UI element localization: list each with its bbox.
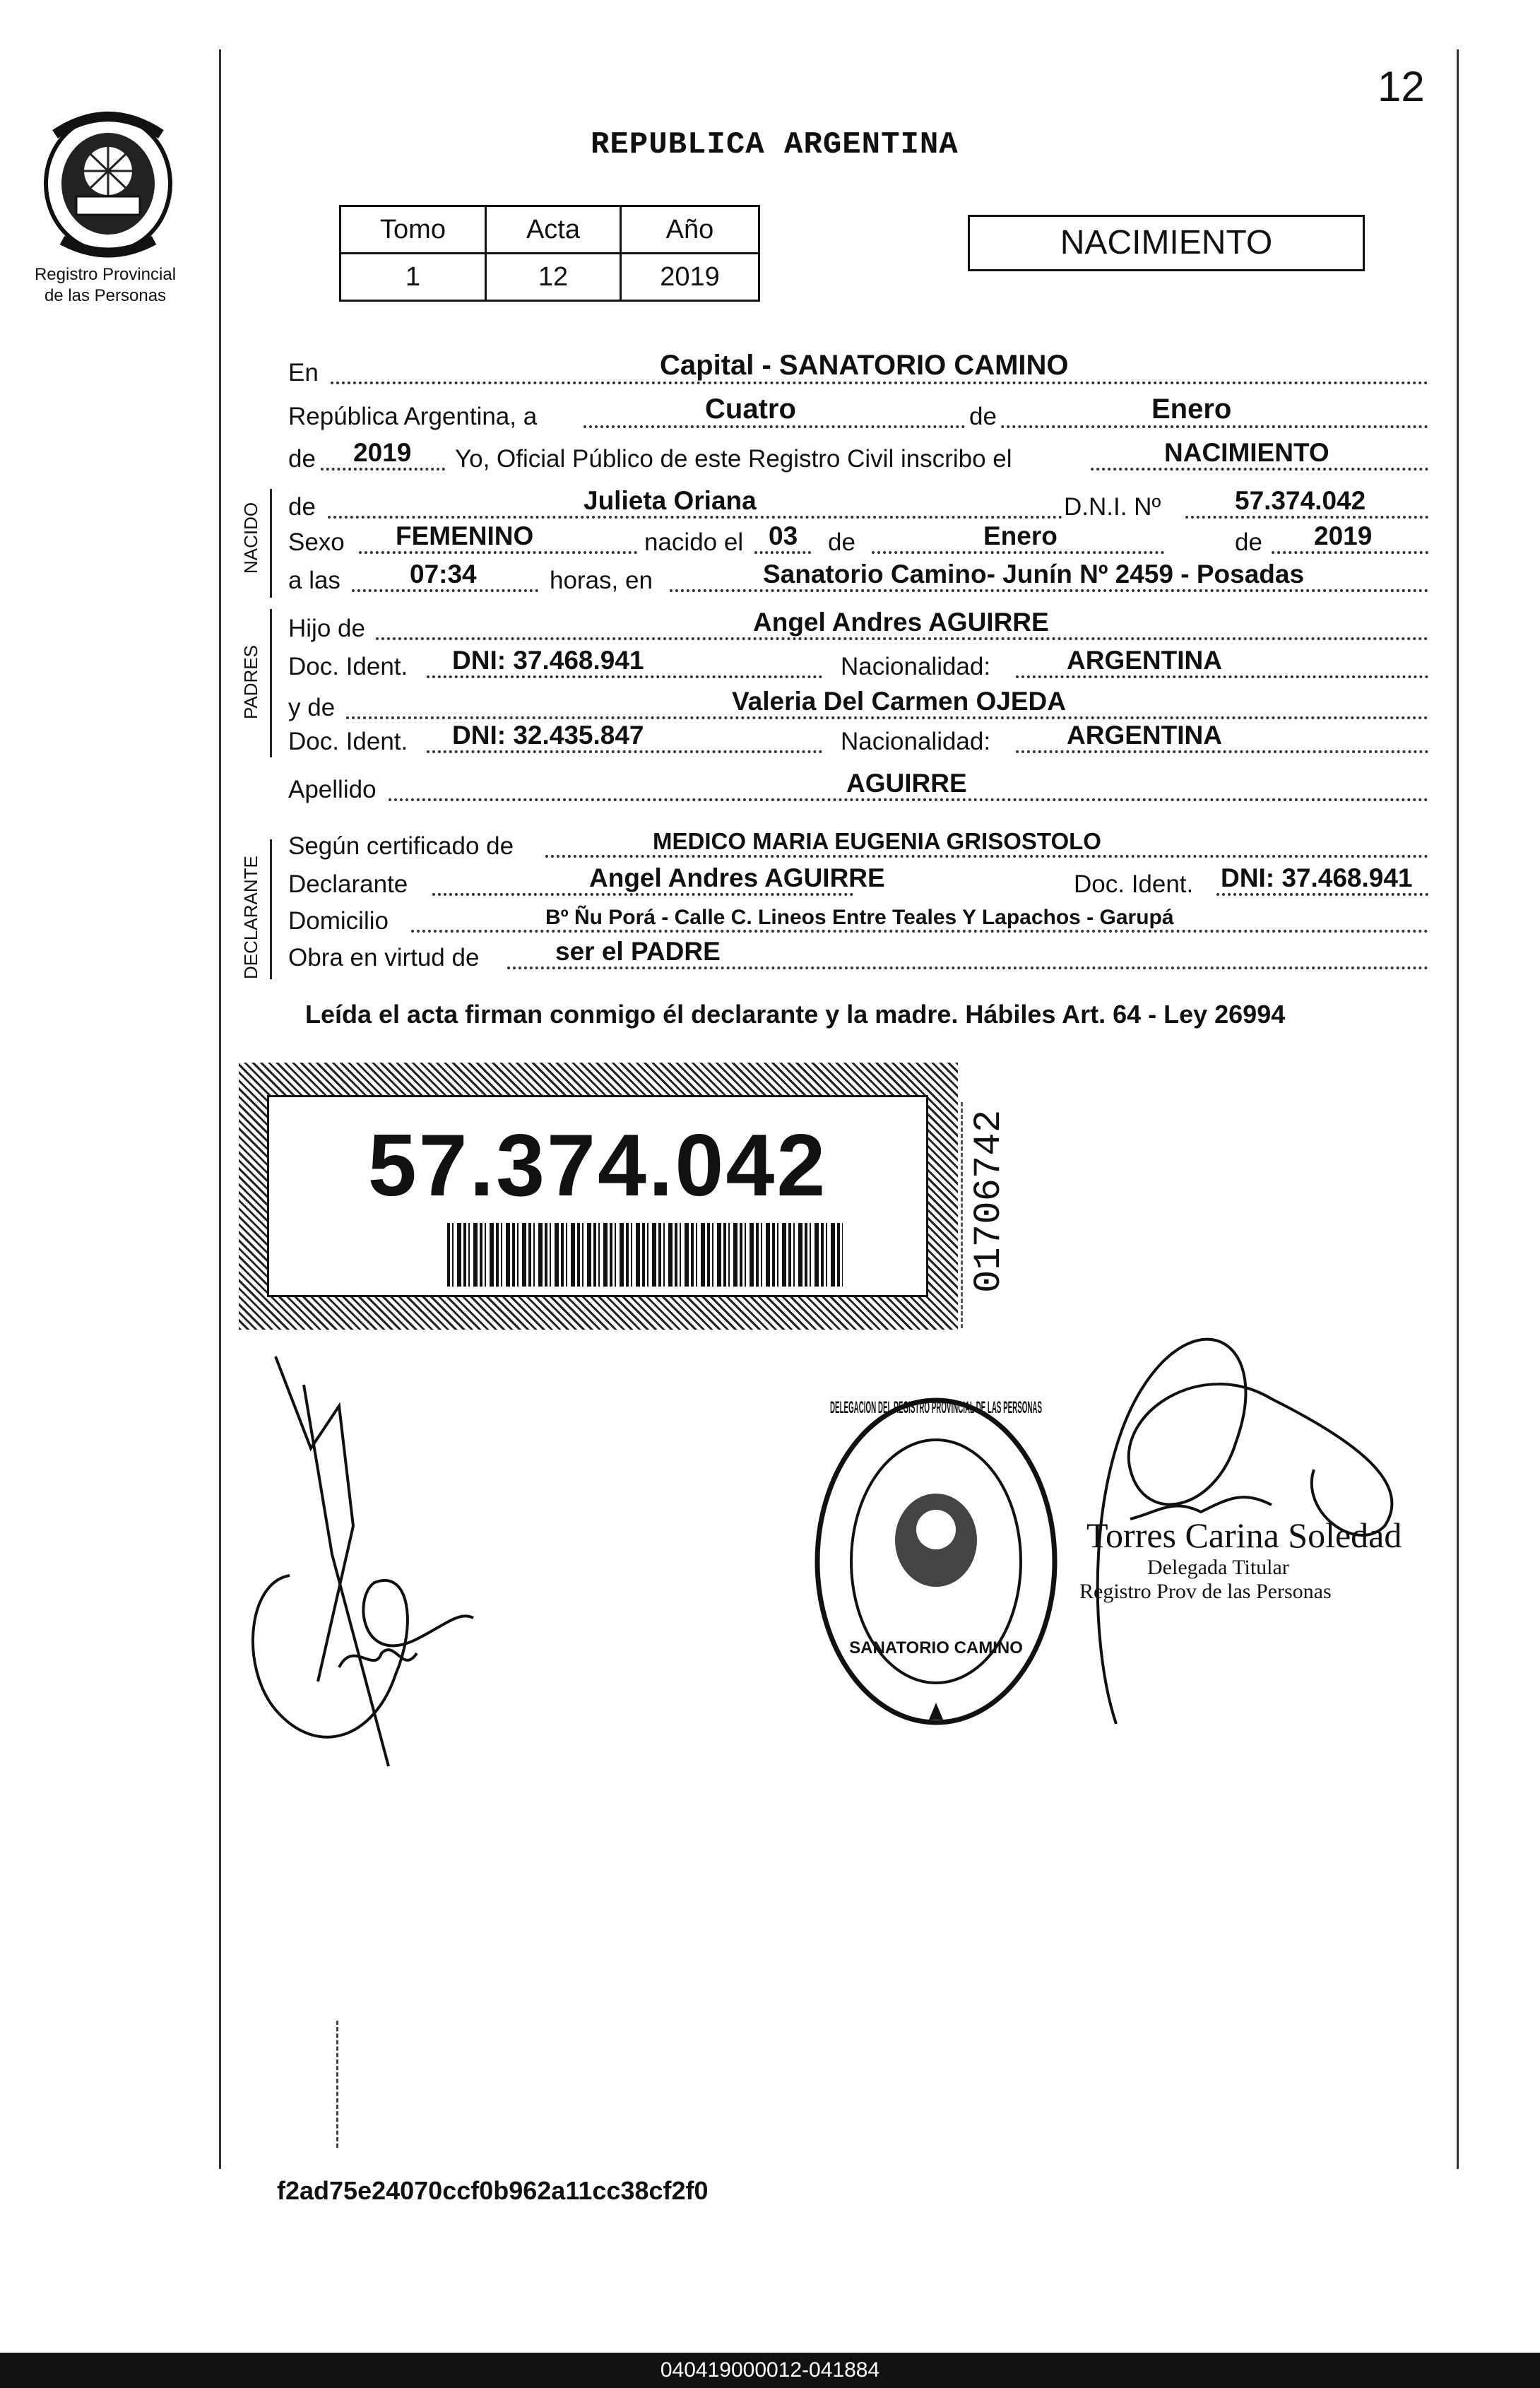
dotted-line xyxy=(1091,468,1428,471)
left-margin-line xyxy=(219,49,221,2169)
document-title: REPUBLICA ARGENTINA xyxy=(591,127,959,162)
dotted-line xyxy=(1016,675,1428,678)
sexo-value: FEMENINO xyxy=(396,521,534,550)
logo-caption: Registro Provincial de las Personas xyxy=(34,265,177,305)
row-en: En Capital - SANATORIO CAMINO xyxy=(288,346,1428,391)
declarante-doc-value: DNI: 37.468.941 xyxy=(1221,863,1413,892)
nacido-label: NACIDO xyxy=(240,502,261,574)
acta-value: 12 xyxy=(486,254,621,301)
padres-label: PADRES xyxy=(240,645,261,719)
domicilio-value: Bº Ñu Porá - Calle C. Lineos Entre Teales Y Lapachos - Garupá xyxy=(545,906,1174,929)
section-bracket xyxy=(270,489,272,598)
row-padre: Hijo de Angel Andres AGUIRRE xyxy=(288,602,1428,647)
dotted-line xyxy=(352,589,538,592)
row-republica: República Argentina, a Cuatro de Enero xyxy=(288,390,1428,435)
dotted-line xyxy=(331,382,1428,384)
row-nombre: de Julieta Oriana D.N.I. Nº 57.374.042 xyxy=(288,480,1428,526)
anio-header: Año xyxy=(620,206,759,254)
dotted-line xyxy=(670,589,1428,592)
footer-code: 040419000012-041884 xyxy=(0,2353,1540,2388)
tomo-acta-anio-table xyxy=(339,205,760,302)
row-sexo: Sexo FEMENINO nacido el 03 de Enero de 2019 xyxy=(288,516,1428,561)
dni-stamp xyxy=(239,1063,958,1330)
row-certificado: Según certificado de MEDICO MARIA EUGENIA GRISOSTOLO xyxy=(288,820,1428,865)
madre-value: Valeria Del Carmen OJEDA xyxy=(732,687,1066,716)
document-hash: f2ad75e24070ccf0b962a11cc38cf2f0 xyxy=(277,2176,709,2205)
lugar-value: Capital - SANATORIO CAMINO xyxy=(660,350,1069,381)
apellido-value: AGUIRRE xyxy=(846,769,967,798)
row-obra: Obra en virtud de ser el PADRE xyxy=(288,931,1428,976)
anio-value: 2019 xyxy=(620,254,759,301)
stamp-inner xyxy=(267,1095,928,1297)
anio-value: 2019 xyxy=(353,438,412,467)
dia-value: Cuatro xyxy=(705,394,796,425)
padre-nac-value: ARGENTINA xyxy=(1067,646,1222,675)
acta-header: Acta xyxy=(486,206,621,254)
row-hora: a las 07:34 horas, en Sanatorio Camino- Junín Nº 2459 - Posadas xyxy=(288,554,1428,599)
signatory-name: Torres Carina Soledad xyxy=(1086,1515,1402,1555)
margin-tick xyxy=(336,2021,338,2148)
nombre-value: Julieta Oriana xyxy=(584,486,757,515)
row-madre-doc: Doc. Ident. DNI: 32.435.847 Nacionalidad: ARGENTINA xyxy=(288,715,1428,760)
nac-anio-value: 2019 xyxy=(1314,521,1373,550)
declarante-value: Angel Andres AGUIRRE xyxy=(589,863,885,892)
padre-doc-value: DNI: 37.468.941 xyxy=(452,646,644,675)
dotted-line xyxy=(427,675,822,678)
page-number: 12 xyxy=(1378,63,1425,110)
row-padre-doc: Doc. Ident. DNI: 37.468.941 Nacionalidad: ARGENTINA xyxy=(288,640,1428,685)
tomo-header: Tomo xyxy=(340,206,486,254)
signatory-role: Delegada Titular xyxy=(1147,1556,1289,1579)
dotted-line xyxy=(1016,750,1428,753)
declarant-signature-icon xyxy=(233,1342,487,1780)
certificado-value: MEDICO MARIA EUGENIA GRISOSTOLO xyxy=(653,828,1101,854)
stamp-serial: 01706742 xyxy=(968,1109,1011,1293)
dotted-line xyxy=(321,468,445,471)
stamp-dni-number: 57.374.042 xyxy=(367,1117,828,1214)
doc-type-box: NACIMIENTO xyxy=(968,215,1365,271)
tomo-value: 1 xyxy=(340,254,486,301)
nac-mes-value: Enero xyxy=(983,521,1058,550)
right-margin-line xyxy=(1457,49,1459,2169)
dotted-line xyxy=(427,750,822,753)
obra-value: ser el PADRE xyxy=(555,937,721,966)
row-domicilio: Domicilio Bº Ñu Porá - Calle C. Lineos Entre Teales Y Lapachos - Garupá xyxy=(288,894,1428,940)
barcode-icon xyxy=(447,1223,843,1287)
madre-nac-value: ARGENTINA xyxy=(1067,721,1222,750)
seal-outer-text: DELEGACION DEL REGISTRO PROVINCIAL DE LAS PERSONAS xyxy=(830,1398,1042,1417)
hora-value: 07:34 xyxy=(410,560,477,589)
inscripcion-value: NACIMIENTO xyxy=(1164,438,1329,467)
row-apellido: Apellido AGUIRRE xyxy=(288,763,1428,808)
signatory-office: Registro Prov de las Personas xyxy=(1079,1580,1332,1603)
dotted-line xyxy=(389,798,1428,801)
mes-value: Enero xyxy=(1151,394,1232,425)
padre-value: Angel Andres AGUIRRE xyxy=(753,608,1049,637)
closing-text: Leída el acta firman conmigo él declarante y la madre. Hábiles Art. 64 - Ley 26994 xyxy=(305,1000,1286,1029)
section-bracket xyxy=(270,609,272,757)
row-madre: y de Valeria Del Carmen OJEDA xyxy=(288,681,1428,726)
lugar-nac-value: Sanatorio Camino- Junín Nº 2459 - Posadas xyxy=(763,560,1305,589)
province-logo-icon xyxy=(34,106,182,261)
madre-doc-value: DNI: 32.435.847 xyxy=(452,721,644,750)
dotted-line xyxy=(584,425,1428,428)
section-bracket xyxy=(270,839,272,979)
nac-dia-value: 03 xyxy=(769,521,798,550)
row-anio: de 2019 Yo, Oficial Público de este Registro Civil inscribo el NACIMIENTO xyxy=(288,432,1428,478)
declarante-label: DECLARANTE xyxy=(240,856,261,979)
registry-seal-icon xyxy=(805,1385,1067,1738)
dotted-line xyxy=(507,967,1428,969)
row-declarante: Declarante Angel Andres AGUIRRE Doc. Ident. DNI: 37.468.941 xyxy=(288,858,1428,903)
seal-inner-text: SANATORIO CAMINO xyxy=(849,1638,1023,1657)
dni-value: 57.374.042 xyxy=(1235,486,1366,515)
